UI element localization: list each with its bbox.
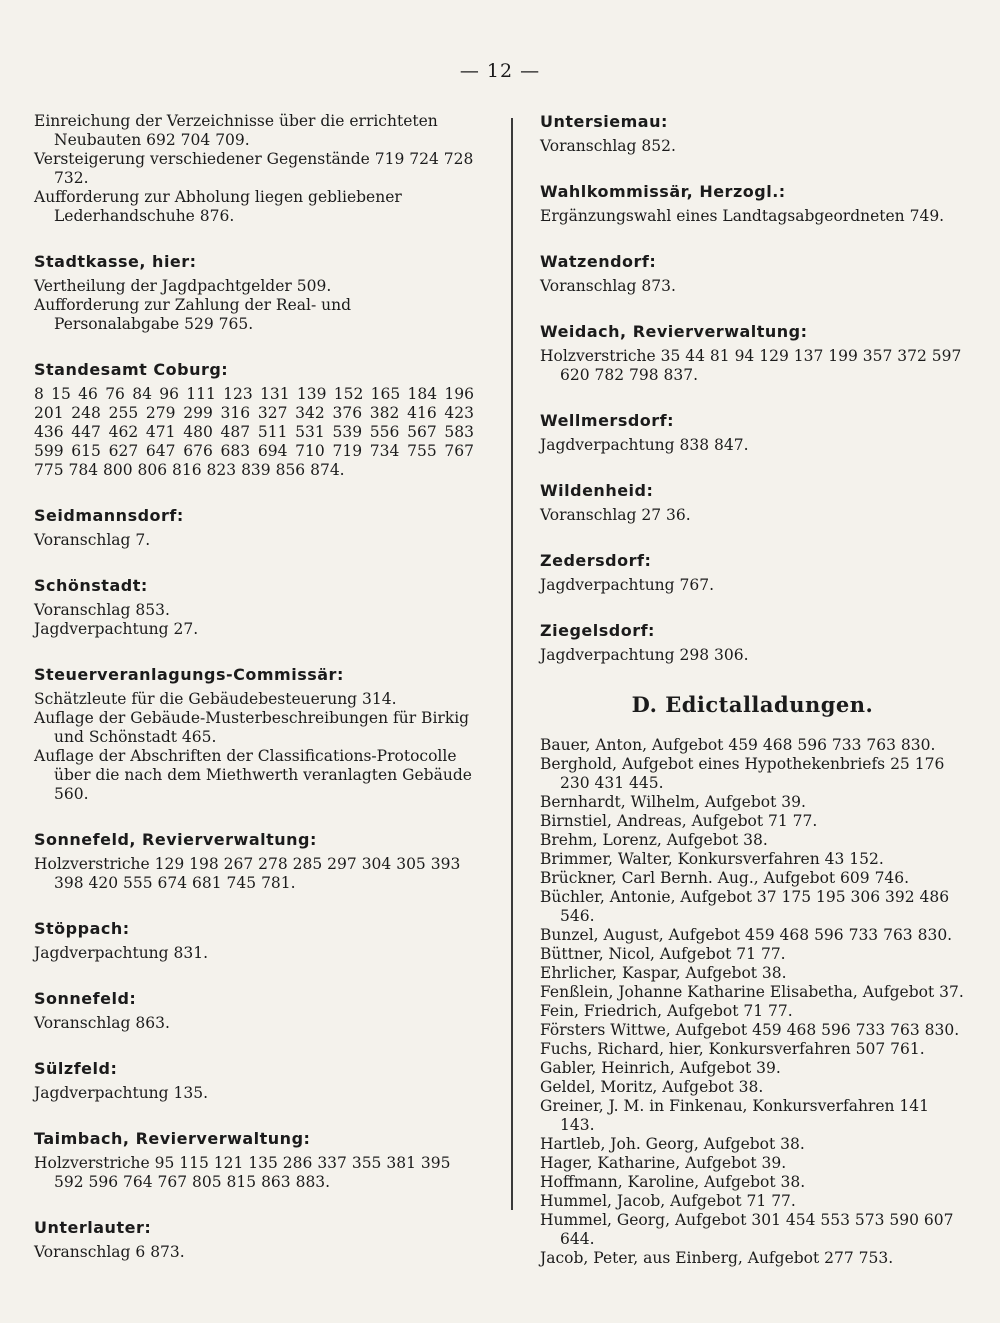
- edict-entry: Büttner, Nicol, Aufgebot 71 77.: [540, 945, 786, 963]
- edict-entry: Hummel, Georg, Aufgebot 301 454 553 573 590 607 644.: [540, 1211, 954, 1248]
- section-ziegelsdorf: [540, 621, 965, 665]
- edict-entry: Hartleb, Joh. Georg, Aufgebot 38.: [540, 1135, 805, 1153]
- entry: Voranschlag 863.: [34, 1014, 170, 1032]
- edict-entry: Fein, Friedrich, Aufgebot 71 77.: [540, 1002, 793, 1020]
- entry: Holzverstriche 35 44 81 94 129 137 199 357 372 597 620 782 798 837.: [540, 347, 962, 384]
- section-heading: Ziegelsdorf:: [540, 621, 655, 640]
- entry: Jagdverpachtung 135.: [34, 1084, 209, 1102]
- section-schoenstadt: [34, 576, 474, 639]
- edict-entry: Büchler, Antonie, Aufgebot 37 175 195 306 392 486 546.: [540, 888, 950, 925]
- edict-entry: Jacob, Peter, aus Einberg, Aufgebot 277 753.: [540, 1249, 894, 1267]
- edict-entry: Gabler, Heinrich, Aufgebot 39.: [540, 1059, 781, 1077]
- page-number: — 12 —: [459, 60, 541, 82]
- entry: Schätzleute für die Gebäudebesteuerung 314.: [34, 690, 397, 708]
- left-column: [34, 112, 474, 1288]
- section-heading: Stadtkasse, hier:: [34, 252, 197, 271]
- edict-entry: Bernhardt, Wilhelm, Aufgebot 39.: [540, 793, 806, 811]
- section-heading: Standesamt Coburg:: [34, 360, 229, 379]
- section-heading: Wellmersdorf:: [540, 411, 675, 430]
- section-taimbach-revierverwaltung: [34, 1129, 474, 1192]
- entry: Auflage der Abschriften der Classifications-Protocolle über die nach dem Miethwerth veranlagten Gebäude 560.: [34, 747, 472, 803]
- section-sonnefeld: [34, 989, 474, 1033]
- section-heading: Unterlauter:: [34, 1218, 152, 1237]
- section-heading: Stöppach:: [34, 919, 130, 938]
- entry: Voranschlag 6 873.: [34, 1243, 185, 1261]
- section-heading: Seidmannsdorf:: [34, 506, 184, 525]
- entry: Voranschlag 852.: [540, 137, 676, 155]
- section-weidach-revierverwaltung: [540, 322, 965, 385]
- edict-list: [540, 736, 965, 1268]
- section-heading: Sonnefeld, Revierverwaltung:: [34, 830, 317, 849]
- entry: Einreichung der Verzeichnisse über die errichteten Neubauten 692 704 709.: [34, 112, 438, 149]
- edict-entry: Geldel, Moritz, Aufgebot 38.: [540, 1078, 764, 1096]
- entry: Aufforderung zur Zahlung der Real- und Personalabgabe 529 765.: [34, 296, 352, 333]
- section-seidmannsdorf: [34, 506, 474, 550]
- edict-entry: Greiner, J. M. in Finkenau, Konkursverfahren 141 143.: [540, 1097, 930, 1134]
- section-watzendorf: [540, 252, 965, 296]
- edict-entry: Bunzel, August, Aufgebot 459 468 596 733 763 830.: [540, 926, 953, 944]
- edict-entry: Ehrlicher, Kaspar, Aufgebot 38.: [540, 964, 787, 982]
- entry: Vertheilung der Jagdpachtgelder 509.: [34, 277, 332, 295]
- section-heading: Zedersdorf:: [540, 551, 652, 570]
- section-stadtkasse: [34, 252, 474, 334]
- edict-entry: Fenßlein, Johanne Katharine Elisabetha, Aufgebot 37.: [540, 983, 964, 1001]
- entry: Aufforderung zur Abholung liegen gebliebener Lederhandschuhe 876.: [34, 188, 402, 225]
- entry: Ergänzungswahl eines Landtagsabgeordneten 749.: [540, 207, 945, 225]
- entry: Jagdverpachtung 27.: [34, 620, 199, 638]
- entry: Versteigerung verschiedener Gegenstände 719 724 728 732.: [34, 150, 474, 187]
- edict-entry: Hoffmann, Karoline, Aufgebot 38.: [540, 1173, 806, 1191]
- section-heading: Weidach, Revierverwaltung:: [540, 322, 808, 341]
- edict-entry: Brimmer, Walter, Konkursverfahren 43 152.: [540, 850, 884, 868]
- section-untersiemau: [540, 112, 965, 156]
- section-heading: Wildenheid:: [540, 481, 654, 500]
- entry: Jagdverpachtung 838 847.: [540, 436, 749, 454]
- section-stoeppach: [34, 919, 474, 963]
- edict-entry: Hummel, Jacob, Aufgebot 71 77.: [540, 1192, 796, 1210]
- section-suelzfeld: [34, 1059, 474, 1103]
- column-divider: [511, 118, 513, 1210]
- entry: Jagdverpachtung 298 306.: [540, 646, 749, 664]
- entry: Voranschlag 7.: [34, 531, 151, 549]
- section-heading: Steuerveranlagungs-Commissär:: [34, 665, 344, 684]
- section-heading: Watzendorf:: [540, 252, 657, 271]
- edict-entry: Bauer, Anton, Aufgebot 459 468 596 733 763 830.: [540, 736, 936, 754]
- entry: Voranschlag 853.: [34, 601, 170, 619]
- edict-entry: Fuchs, Richard, hier, Konkursverfahren 507 761.: [540, 1040, 925, 1058]
- entry: Jagdverpachtung 767.: [540, 576, 715, 594]
- edict-entry: Brückner, Carl Bernh. Aug., Aufgebot 609 746.: [540, 869, 910, 887]
- edict-entry: Berghold, Aufgebot eines Hypothekenbriefs 25 176 230 431 445.: [540, 755, 945, 792]
- edict-entry: Birnstiel, Andreas, Aufgebot 71 77.: [540, 812, 818, 830]
- edict-entry: Hager, Katharine, Aufgebot 39.: [540, 1154, 787, 1172]
- right-column: [540, 112, 965, 1268]
- section-unterlauter: [34, 1218, 474, 1262]
- entry: Voranschlag 27 36.: [540, 506, 691, 524]
- section-heading: Taimbach, Revierverwaltung:: [34, 1129, 311, 1148]
- entry: Holzverstriche 129 198 267 278 285 297 304 305 393 398 420 555 674 681 745 781.: [34, 855, 461, 892]
- section-heading: Wahlkommissär, Herzogl.:: [540, 182, 786, 201]
- section-wellmersdorf: [540, 411, 965, 455]
- section-zedersdorf: [540, 551, 965, 595]
- section-sonnefeld-revierverwaltung: [34, 830, 474, 893]
- entry: Holzverstriche 95 115 121 135 286 337 355 381 395 592 596 764 767 805 815 863 883.: [34, 1154, 451, 1191]
- section-steuerveranlagungs-commissaer: [34, 665, 474, 804]
- section-heading: Schönstadt:: [34, 576, 148, 595]
- edictalladungen-heading: D. Edictalladungen.: [631, 692, 874, 717]
- entry: 8 15 46 76 84 96 111 123 131 139 152 165 184 196 201 248 255 279 299 316 327 342 376 382 416 423 436 447 462 471 480 487 511 531 539 556 567 583 599 615 627 647 676 683 694 710 719 734 755 767 775 784 800 806 816 823 839 856 874.: [34, 385, 474, 479]
- section-wahlkommissaer: [540, 182, 965, 226]
- entry: Jagdverpachtung 831.: [34, 944, 209, 962]
- edict-entry: Brehm, Lorenz, Aufgebot 38.: [540, 831, 768, 849]
- entry: Auflage der Gebäude-Musterbeschreibungen für Birkig und Schönstadt 465.: [34, 709, 470, 746]
- section-heading: Sülzfeld:: [34, 1059, 118, 1078]
- section-wildenheid: [540, 481, 965, 525]
- entry: Voranschlag 873.: [540, 277, 676, 295]
- section-heading: Untersiemau:: [540, 112, 668, 131]
- section-standesamt-coburg: [34, 360, 474, 480]
- intro-block: [34, 112, 474, 226]
- edict-entry: Försters Wittwe, Aufgebot 459 468 596 733 763 830.: [540, 1021, 960, 1039]
- section-heading: Sonnefeld:: [34, 989, 137, 1008]
